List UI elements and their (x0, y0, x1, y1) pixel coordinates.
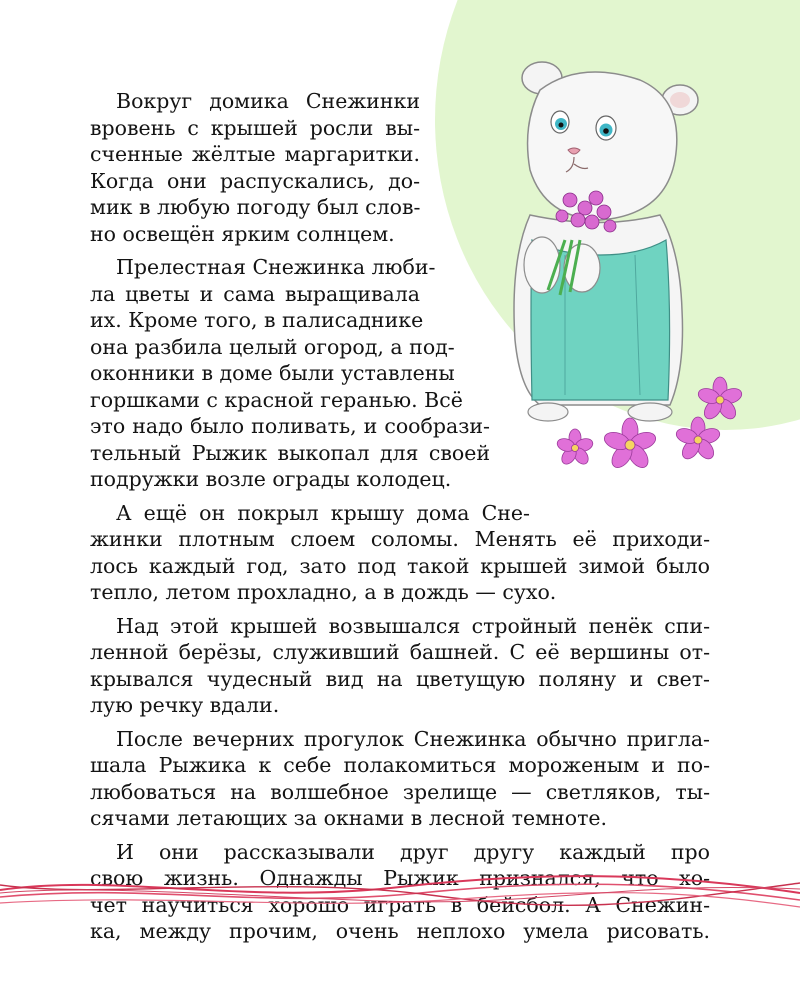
text-line: тельный Рыжик выкопал для своей (90, 440, 490, 465)
text-line: крывался чудесный вид на цветущую поляну и свет- (90, 666, 710, 691)
text-line: их. Кроме того, в палисаднике (90, 308, 424, 332)
text-line: ла цветы и сама выращивала (90, 281, 420, 306)
text-line: Прелестная Снежинка люби- (116, 255, 436, 279)
text-line: ка, между прочим, очень неплохо умела рисовать. (90, 919, 710, 943)
text-line: сченные жёлтые маргаритки. (90, 142, 420, 166)
paragraph-3 (90, 500, 710, 606)
text-line: оконники в доме были уставлены (90, 361, 455, 385)
red-thread-decoration-icon (0, 865, 800, 925)
story-text (90, 88, 710, 952)
text-line: подружки возле ограды колодец. (90, 467, 452, 491)
text-line: шала Рыжика к себе полакомиться мороженым и по- (90, 753, 710, 777)
text-line: это надо было поливать, и сообрази- (90, 414, 490, 438)
text-line: А ещё он покрыл крышу дома Сне- (116, 500, 530, 525)
text-line: Когда они распускались, до- (90, 168, 420, 193)
text-line: Вокруг домика Снежинки (116, 89, 420, 113)
paragraph-4 (90, 613, 710, 719)
text-line: чет научиться хорошо играть в бейсбол. А Снежин- (90, 892, 710, 917)
text-line: тепло, летом прохладно, а в дождь — сухо. (90, 580, 557, 604)
text-line: Над этой крышей возвышался стройный пенёк спи- (116, 613, 710, 638)
text-line: свою жизнь. Однажды Рыжик признался, что хо- (90, 866, 710, 890)
text-line: После вечерних прогулок Снежинка обычно пригла- (116, 726, 710, 751)
text-line: лось каждый год, зато под такой крышей зимой было (90, 553, 710, 578)
text-line: но освещён ярким солнцем. (90, 221, 395, 246)
text-line: жинки плотным слоем соломы. Менять её приходи- (90, 527, 710, 551)
text-line: лую речку вдали. (90, 693, 280, 717)
text-line: она разбила целый огород, а под- (90, 334, 455, 359)
text-line: И они рассказывали друг другу каждый про (116, 839, 710, 864)
text-line: ленной берёзы, служивший башней. С её вершины от- (90, 640, 710, 664)
paragraph-2 (90, 254, 710, 493)
text-line: сячами летающих за окнами в лесной темноте. (90, 806, 608, 830)
paragraph-5 (90, 726, 710, 832)
text-line: любоваться на волшебное зрелище — светляков, ты- (90, 779, 710, 804)
text-line: горшками с красной геранью. Всё (90, 387, 463, 412)
paragraph-1 (90, 88, 710, 247)
text-line: вровень с крышей росли вы- (90, 115, 420, 140)
text-line: мик в любую погоду был слов- (90, 195, 421, 219)
